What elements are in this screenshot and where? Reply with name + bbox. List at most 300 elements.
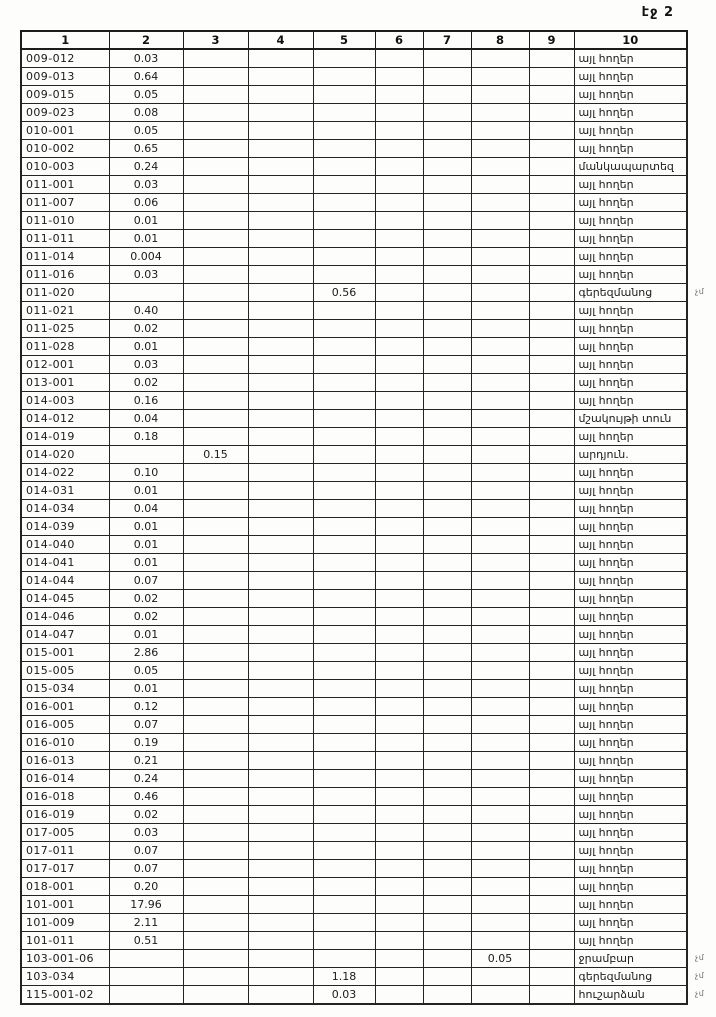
cell-area-value <box>529 284 574 302</box>
cell-area-value <box>313 104 375 122</box>
table-row <box>21 950 687 968</box>
cell-area-value <box>248 860 313 878</box>
cell-land-type: այլ հողեր <box>574 644 687 662</box>
table-row <box>21 194 687 212</box>
cell-parcel-code: 011-021 <box>21 302 109 320</box>
cell-area-value <box>313 770 375 788</box>
cell-land-type: այլ հողեր <box>574 266 687 284</box>
cell-area-value: 17.96 <box>109 896 183 914</box>
cell-parcel-code: 011-011 <box>21 230 109 248</box>
cell-area-value: 1.18 <box>313 968 375 986</box>
cell-parcel-code: 017-011 <box>21 842 109 860</box>
cell-area-value <box>423 446 471 464</box>
table-row <box>21 392 687 410</box>
cell-area-value <box>313 212 375 230</box>
column-header-9: 9 <box>529 31 574 49</box>
cell-area-value <box>313 752 375 770</box>
cell-area-value <box>248 86 313 104</box>
cell-area-value <box>471 500 529 518</box>
cell-area-value <box>183 932 248 950</box>
cell-area-value <box>313 302 375 320</box>
table-row <box>21 266 687 284</box>
cell-area-value: 0.40 <box>109 302 183 320</box>
cell-area-value <box>183 914 248 932</box>
cell-area-value <box>375 698 423 716</box>
cell-area-value <box>529 248 574 266</box>
cell-area-value <box>248 428 313 446</box>
cell-area-value <box>375 212 423 230</box>
cell-area-value <box>471 806 529 824</box>
cell-area-value: 0.24 <box>109 158 183 176</box>
table-row <box>21 968 687 986</box>
cell-area-value <box>375 356 423 374</box>
cell-area-value <box>183 392 248 410</box>
cell-parcel-code: 016-005 <box>21 716 109 734</box>
cell-area-value: 0.01 <box>109 482 183 500</box>
cell-area-value <box>248 788 313 806</box>
cell-area-value <box>248 914 313 932</box>
table-row <box>21 482 687 500</box>
cell-area-value <box>313 68 375 86</box>
cell-area-value <box>375 572 423 590</box>
cell-area-value <box>471 49 529 68</box>
table-row <box>21 140 687 158</box>
table-row <box>21 68 687 86</box>
cell-area-value <box>248 320 313 338</box>
cell-area-value <box>183 698 248 716</box>
cell-area-value <box>529 212 574 230</box>
cell-area-value: 0.01 <box>109 536 183 554</box>
cell-area-value <box>248 356 313 374</box>
cell-area-value: 0.18 <box>109 428 183 446</box>
cell-area-value <box>423 176 471 194</box>
cell-parcel-code: 016-018 <box>21 788 109 806</box>
cell-area-value <box>471 590 529 608</box>
cell-area-value <box>471 68 529 86</box>
cell-area-value <box>423 896 471 914</box>
table-row <box>21 518 687 536</box>
cell-area-value <box>471 464 529 482</box>
cell-area-value <box>248 122 313 140</box>
cell-land-type: այլ հողեր <box>574 230 687 248</box>
cell-area-value <box>423 500 471 518</box>
cell-area-value <box>529 734 574 752</box>
cell-area-value: 2.11 <box>109 914 183 932</box>
cell-area-value: 0.01 <box>109 554 183 572</box>
cell-parcel-code: 014-022 <box>21 464 109 482</box>
cell-land-type: այլ հողեր <box>574 68 687 86</box>
cell-area-value <box>183 230 248 248</box>
column-header-2: 2 <box>109 31 183 49</box>
cell-area-value <box>183 896 248 914</box>
cell-area-value <box>313 554 375 572</box>
cell-area-value: 0.65 <box>109 140 183 158</box>
cell-area-value <box>313 806 375 824</box>
cell-area-value <box>529 788 574 806</box>
cell-area-value <box>109 986 183 1005</box>
cell-area-value <box>529 140 574 158</box>
cell-area-value <box>529 896 574 914</box>
cell-area-value <box>248 392 313 410</box>
cell-area-value <box>248 518 313 536</box>
cell-area-value <box>423 410 471 428</box>
cell-area-value <box>471 518 529 536</box>
table-row <box>21 338 687 356</box>
cell-area-value <box>248 878 313 896</box>
cell-area-value <box>248 500 313 518</box>
cell-area-value: 0.02 <box>109 590 183 608</box>
cell-area-value <box>529 752 574 770</box>
cell-parcel-code: 009-015 <box>21 86 109 104</box>
cell-area-value <box>529 104 574 122</box>
cell-area-value <box>375 734 423 752</box>
cell-area-value <box>248 284 313 302</box>
cell-area-value <box>109 968 183 986</box>
cell-area-value: 0.004 <box>109 248 183 266</box>
cell-parcel-code: 011-010 <box>21 212 109 230</box>
cell-area-value <box>423 266 471 284</box>
cell-area-value <box>313 356 375 374</box>
cell-area-value <box>375 230 423 248</box>
cell-parcel-code: 011-016 <box>21 266 109 284</box>
cell-area-value: 0.64 <box>109 68 183 86</box>
handwritten-margin-note: չմ <box>695 989 705 998</box>
cell-area-value <box>313 374 375 392</box>
cell-area-value <box>471 104 529 122</box>
cell-area-value <box>375 770 423 788</box>
cell-parcel-code: 014-031 <box>21 482 109 500</box>
cell-area-value <box>313 86 375 104</box>
cell-area-value <box>248 590 313 608</box>
cell-area-value <box>423 680 471 698</box>
cell-area-value <box>529 266 574 284</box>
cell-land-type: այլ հողեր <box>574 176 687 194</box>
cell-area-value: 0.05 <box>471 950 529 968</box>
cell-area-value <box>313 860 375 878</box>
cell-area-value <box>183 716 248 734</box>
cell-land-type: այլ հողեր <box>574 698 687 716</box>
cell-parcel-code: 014-020 <box>21 446 109 464</box>
cell-parcel-code: 014-041 <box>21 554 109 572</box>
cell-parcel-code: 014-012 <box>21 410 109 428</box>
cell-area-value <box>375 932 423 950</box>
table-row <box>21 158 687 176</box>
cell-parcel-code: 103-034 <box>21 968 109 986</box>
cell-area-value <box>423 536 471 554</box>
cell-area-value <box>313 410 375 428</box>
cell-area-value <box>248 302 313 320</box>
table-row <box>21 932 687 950</box>
cell-parcel-code: 013-001 <box>21 374 109 392</box>
cell-area-value <box>248 644 313 662</box>
cell-land-type: այլ հողեր <box>574 680 687 698</box>
cell-area-value <box>529 806 574 824</box>
cell-land-type: այլ հողեր <box>574 194 687 212</box>
cell-area-value <box>375 266 423 284</box>
cell-land-type: այլ հողեր <box>574 716 687 734</box>
cell-area-value <box>423 302 471 320</box>
cell-land-type: այլ հողեր <box>574 608 687 626</box>
cell-area-value: 0.07 <box>109 860 183 878</box>
cell-area-value <box>313 518 375 536</box>
cell-area-value <box>375 806 423 824</box>
cell-area-value <box>183 140 248 158</box>
cell-area-value <box>313 914 375 932</box>
cell-area-value <box>313 734 375 752</box>
cell-area-value <box>529 410 574 428</box>
cell-area-value <box>423 104 471 122</box>
cell-area-value <box>529 536 574 554</box>
table-row <box>21 554 687 572</box>
cell-area-value <box>183 770 248 788</box>
table-row <box>21 878 687 896</box>
cell-area-value <box>423 320 471 338</box>
cell-area-value <box>423 86 471 104</box>
cell-area-value <box>471 788 529 806</box>
cell-area-value <box>183 986 248 1005</box>
column-header-10: 10 <box>574 31 687 49</box>
cell-area-value <box>471 644 529 662</box>
cell-area-value <box>529 428 574 446</box>
cell-area-value <box>375 536 423 554</box>
cell-area-value <box>423 49 471 68</box>
cell-area-value <box>183 212 248 230</box>
cell-area-value <box>248 194 313 212</box>
table-row <box>21 284 687 302</box>
cell-area-value <box>423 878 471 896</box>
cell-area-value: 0.02 <box>109 608 183 626</box>
cell-area-value <box>375 752 423 770</box>
cell-area-value <box>423 734 471 752</box>
table-row <box>21 716 687 734</box>
cell-area-value <box>375 518 423 536</box>
cell-area-value <box>375 500 423 518</box>
cell-area-value: 0.03 <box>109 824 183 842</box>
cell-area-value <box>375 824 423 842</box>
cell-land-type: այլ հողեր <box>574 770 687 788</box>
cell-area-value <box>375 428 423 446</box>
cell-area-value <box>529 158 574 176</box>
cell-area-value <box>375 626 423 644</box>
table-header-row <box>21 31 687 49</box>
cell-land-type: այլ հողեր <box>574 554 687 572</box>
cell-area-value <box>375 320 423 338</box>
cell-area-value: 0.01 <box>109 680 183 698</box>
cell-land-type: այլ հողեր <box>574 914 687 932</box>
cell-area-value <box>471 824 529 842</box>
cell-area-value <box>248 932 313 950</box>
table-row <box>21 788 687 806</box>
cell-land-type: այլ հողեր <box>574 572 687 590</box>
cell-parcel-code: 103-001-06 <box>21 950 109 968</box>
cell-parcel-code: 101-001 <box>21 896 109 914</box>
cell-area-value <box>248 896 313 914</box>
cell-area-value <box>375 662 423 680</box>
cell-area-value <box>471 158 529 176</box>
cell-area-value <box>313 482 375 500</box>
cell-area-value <box>471 860 529 878</box>
cell-land-type: այլ հողեր <box>574 536 687 554</box>
cell-area-value <box>529 824 574 842</box>
cell-area-value <box>529 644 574 662</box>
cell-area-value <box>375 968 423 986</box>
cell-area-value <box>529 626 574 644</box>
cell-area-value <box>471 608 529 626</box>
cell-area-value <box>375 338 423 356</box>
cell-area-value <box>183 49 248 68</box>
cell-land-type: այլ հողեր <box>574 86 687 104</box>
cell-area-value <box>313 446 375 464</box>
cell-area-value: 0.03 <box>109 176 183 194</box>
cell-land-type: գերեզմանոց չմ <box>574 284 687 302</box>
cell-area-value: 0.07 <box>109 842 183 860</box>
cell-area-value <box>423 950 471 968</box>
cell-area-value: 0.01 <box>109 230 183 248</box>
cell-area-value <box>423 968 471 986</box>
cell-area-value: 0.10 <box>109 464 183 482</box>
cell-parcel-code: 115-001-02 <box>21 986 109 1005</box>
cell-land-type: արդյուն. <box>574 446 687 464</box>
cell-area-value: 0.01 <box>109 626 183 644</box>
table-row <box>21 122 687 140</box>
cell-area-value <box>529 986 574 1005</box>
cell-area-value <box>471 356 529 374</box>
cell-area-value <box>471 428 529 446</box>
cell-land-type: այլ հողեր <box>574 518 687 536</box>
cell-area-value <box>471 626 529 644</box>
table-row <box>21 410 687 428</box>
cell-land-type: այլ հողեր <box>574 356 687 374</box>
cell-parcel-code: 017-005 <box>21 824 109 842</box>
cell-area-value <box>375 446 423 464</box>
cell-area-value <box>248 49 313 68</box>
cell-area-value <box>375 788 423 806</box>
cell-parcel-code: 011-028 <box>21 338 109 356</box>
cell-area-value <box>183 662 248 680</box>
table-row <box>21 572 687 590</box>
cell-area-value <box>313 608 375 626</box>
cell-area-value <box>423 428 471 446</box>
table-row <box>21 608 687 626</box>
cell-land-type: այլ հողեր <box>574 122 687 140</box>
cell-land-type: այլ հողեր <box>574 464 687 482</box>
cell-area-value <box>423 338 471 356</box>
column-header-5: 5 <box>313 31 375 49</box>
cell-area-value <box>529 392 574 410</box>
table-row <box>21 356 687 374</box>
cell-area-value <box>183 284 248 302</box>
cell-area-value <box>313 626 375 644</box>
table-row <box>21 644 687 662</box>
cell-area-value: 0.21 <box>109 752 183 770</box>
cell-area-value <box>471 482 529 500</box>
table-row <box>21 230 687 248</box>
cell-area-value <box>313 572 375 590</box>
cell-area-value <box>423 284 471 302</box>
cell-area-value: 0.51 <box>109 932 183 950</box>
cell-area-value <box>375 194 423 212</box>
cell-area-value <box>183 554 248 572</box>
cell-area-value: 0.01 <box>109 518 183 536</box>
cell-area-value: 0.12 <box>109 698 183 716</box>
cell-area-value <box>313 176 375 194</box>
cell-area-value: 0.01 <box>109 338 183 356</box>
cell-area-value <box>529 860 574 878</box>
cell-area-value <box>109 284 183 302</box>
cell-area-value <box>471 536 529 554</box>
cell-parcel-code: 010-003 <box>21 158 109 176</box>
table-row <box>21 374 687 392</box>
cell-area-value <box>423 392 471 410</box>
cell-area-value: 0.05 <box>109 662 183 680</box>
cell-area-value: 0.06 <box>109 194 183 212</box>
cell-area-value <box>248 608 313 626</box>
cell-parcel-code: 015-005 <box>21 662 109 680</box>
cell-area-value <box>529 950 574 968</box>
cell-area-value <box>183 86 248 104</box>
cell-area-value <box>313 896 375 914</box>
cell-area-value <box>248 842 313 860</box>
cell-area-value <box>183 248 248 266</box>
cell-area-value <box>313 716 375 734</box>
cell-area-value <box>183 644 248 662</box>
cell-parcel-code: 015-001 <box>21 644 109 662</box>
cell-area-value <box>248 212 313 230</box>
cell-area-value <box>375 950 423 968</box>
cell-area-value <box>471 968 529 986</box>
cell-land-type: այլ հողեր <box>574 878 687 896</box>
cell-area-value <box>313 500 375 518</box>
cell-area-value <box>248 626 313 644</box>
cell-land-type: ջրամբար չմ <box>574 950 687 968</box>
cell-area-value <box>248 950 313 968</box>
cell-area-value <box>529 320 574 338</box>
cell-parcel-code: 016-014 <box>21 770 109 788</box>
cell-area-value <box>313 392 375 410</box>
cell-land-type: գերեզմանոց չմ <box>574 968 687 986</box>
cell-area-value <box>471 896 529 914</box>
cell-area-value <box>471 266 529 284</box>
cell-area-value <box>529 608 574 626</box>
cell-parcel-code: 014-045 <box>21 590 109 608</box>
cell-area-value <box>183 500 248 518</box>
cell-land-type: այլ հողեր <box>574 248 687 266</box>
cell-area-value <box>529 680 574 698</box>
cell-area-value <box>313 680 375 698</box>
cell-area-value <box>423 590 471 608</box>
cell-area-value <box>471 716 529 734</box>
cell-land-type: այլ հողեր <box>574 104 687 122</box>
cell-land-type: այլ հողեր <box>574 482 687 500</box>
table-row <box>21 104 687 122</box>
cell-area-value <box>183 266 248 284</box>
cell-area-value <box>423 518 471 536</box>
cell-area-value <box>183 734 248 752</box>
cell-area-value <box>183 338 248 356</box>
column-header-8: 8 <box>471 31 529 49</box>
page-number-label: էջ 2 <box>641 5 674 20</box>
cell-area-value <box>183 680 248 698</box>
cell-area-value: 0.46 <box>109 788 183 806</box>
cell-area-value <box>423 356 471 374</box>
cell-parcel-code: 009-013 <box>21 68 109 86</box>
cell-area-value: 0.24 <box>109 770 183 788</box>
cell-area-value <box>423 374 471 392</box>
cell-area-value <box>529 698 574 716</box>
cell-area-value <box>471 572 529 590</box>
cell-area-value <box>375 680 423 698</box>
cell-parcel-code: 014-046 <box>21 608 109 626</box>
